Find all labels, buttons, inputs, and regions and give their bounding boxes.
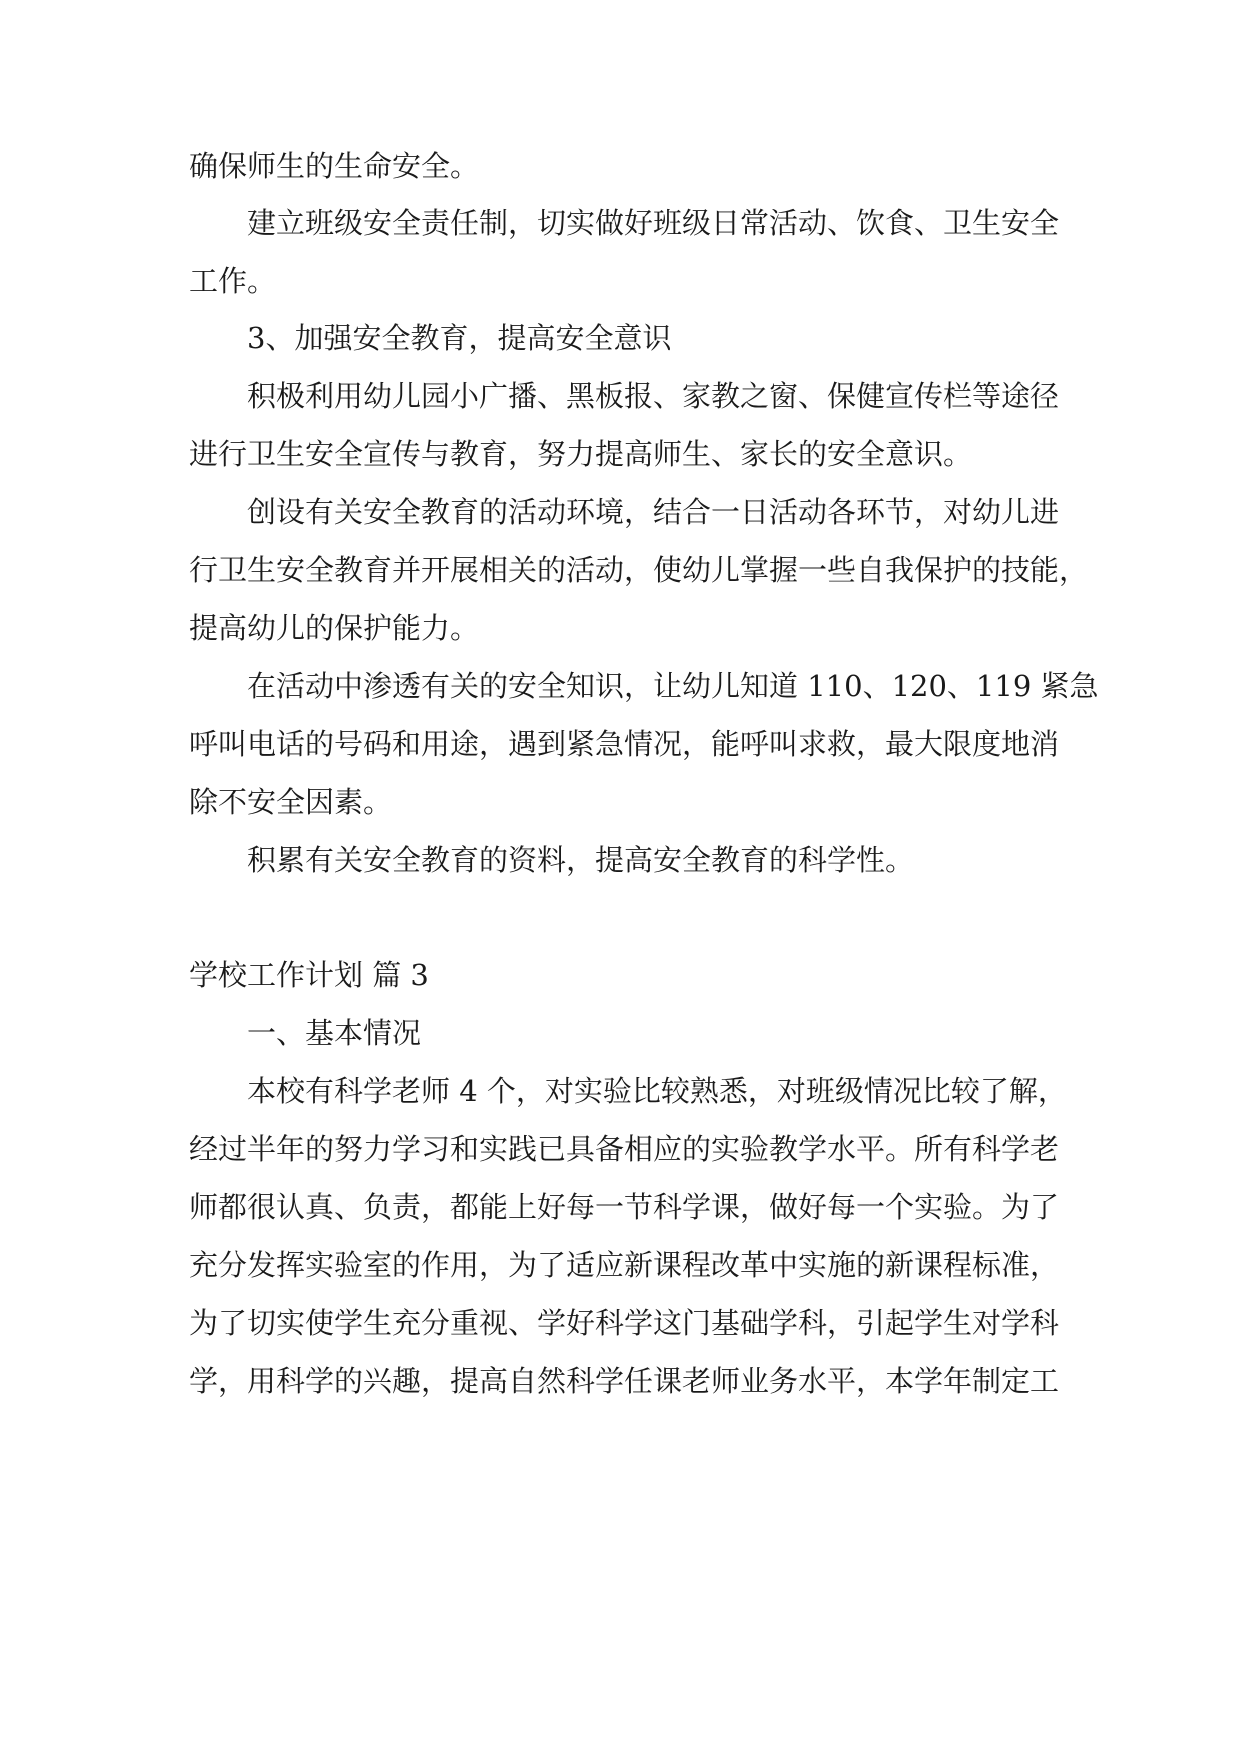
section-heading: 3、加强安全教育，提高安全意识 (247, 321, 672, 355)
paragraph-line: 师都很认真、负责，都能上好每一节科学课，做好每一个实验。为了 (189, 1190, 1060, 1224)
paragraph-line: 为了切实使学生充分重视、学好科学这门基础学科，引起学生对学科 (189, 1306, 1060, 1340)
paragraph-line: 提高幼儿的保护能力。 (189, 611, 480, 645)
paragraph-line: 工作。 (189, 264, 277, 298)
paragraph-line: 建立班级安全责任制，切实做好班级日常活动、饮食、卫生安全 (247, 206, 1060, 240)
paragraph-line: 行卫生安全教育并开展相关的活动，使幼儿掌握一些自我保护的技能， (189, 553, 1089, 587)
paragraph-line: 充分发挥实验室的作用，为了适应新课程改革中实施的新课程标准， (189, 1248, 1060, 1282)
paragraph-line: 确保师生的生命安全。 (189, 149, 480, 183)
paragraph-line: 积累有关安全教育的资料，提高安全教育的科学性。 (247, 843, 915, 877)
section-heading: 一、基本情况 (247, 1016, 422, 1050)
paragraph-line: 进行卫生安全宣传与教育，努力提高师生、家长的安全意识。 (189, 437, 973, 471)
paragraph-line: 在活动中渗透有关的安全知识，让幼儿知道 110、120、119 紧急 (247, 669, 1099, 703)
article-title: 学校工作计划 篇 3 (189, 958, 429, 992)
paragraph-line: 创设有关安全教育的活动环境，结合一日活动各环节，对幼儿进 (247, 495, 1060, 529)
paragraph-line: 经过半年的努力学习和实践已具备相应的实验教学水平。所有科学老 (189, 1132, 1060, 1166)
paragraph-line: 除不安全因素。 (189, 785, 393, 819)
paragraph-line: 积极利用幼儿园小广播、黑板报、家教之窗、保健宣传栏等途径 (247, 379, 1060, 413)
paragraph-line: 本校有科学老师 4 个，对实验比较熟悉，对班级情况比较了解， (247, 1074, 1067, 1108)
paragraph-line: 呼叫电话的号码和用途，遇到紧急情况，能呼叫求救，最大限度地消 (189, 727, 1060, 761)
paragraph-line: 学，用科学的兴趣，提高自然科学任课老师业务水平，本学年制定工 (189, 1364, 1060, 1398)
